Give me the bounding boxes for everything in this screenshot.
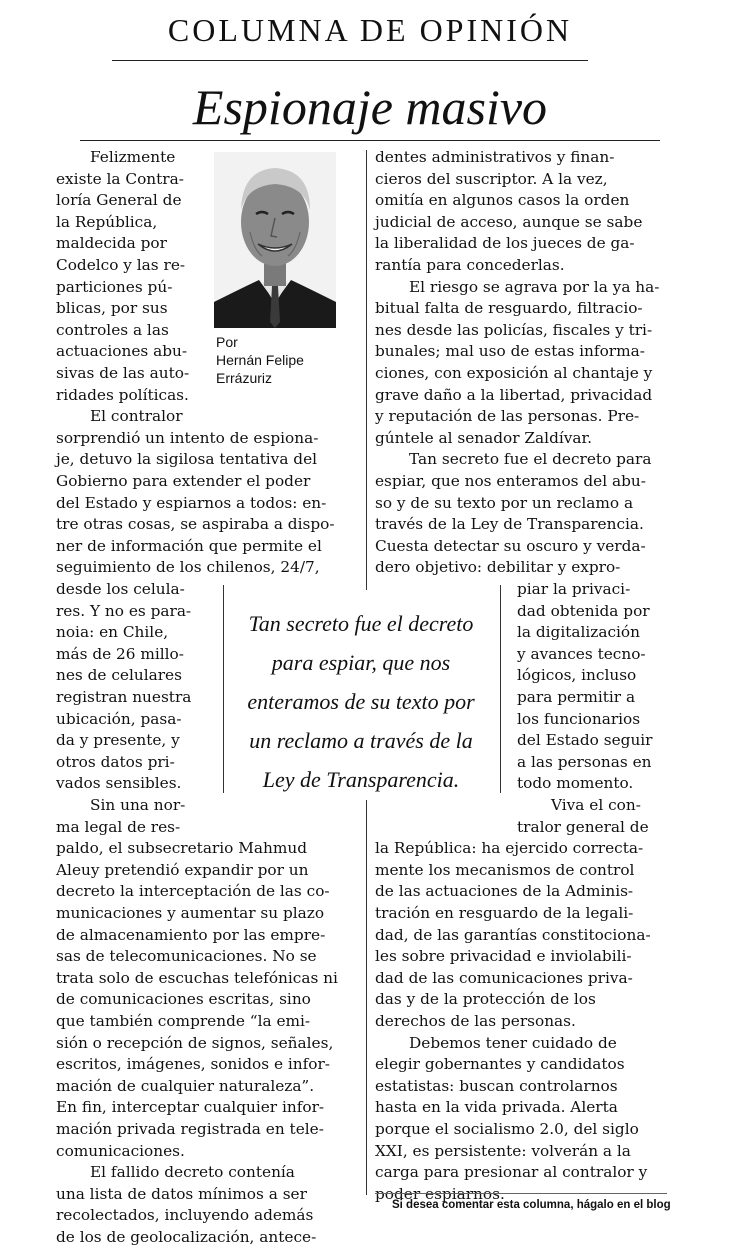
text-line: para permitir a (517, 688, 636, 706)
text-line: recolectados, incluyendo además (56, 1206, 314, 1225)
text-line: existe la Contra- (56, 169, 184, 188)
headline: Espionaje masivo (192, 79, 548, 135)
pull-quote-line: para espiar, que nos (271, 650, 451, 675)
text-line: Debemos tener cuidado de (409, 1033, 617, 1052)
text-line: ridades políticas. (56, 385, 189, 404)
text-line: porque el socialismo 2.0, del siglo (375, 1120, 639, 1138)
text-line: sivas de las auto- (56, 364, 190, 382)
text-line: omitía en algunos casos la orden (375, 191, 630, 210)
text-line: del Estado seguir (517, 731, 653, 750)
text-line: carga para presionar al contralor y (375, 1163, 648, 1182)
text-line: actuaciones abu- (56, 342, 188, 361)
column-divider-top (366, 150, 367, 590)
text-line: gúntele al senador Zaldívar. (375, 428, 593, 447)
text-line: de los de geolocalización, antece- (56, 1228, 317, 1246)
text-line: seguimiento de los chilenos, 24/7, (56, 558, 320, 577)
text-line: sorprendió un intento de espiona- (56, 428, 319, 447)
text-line: estatistas: buscan controlarnos (375, 1076, 618, 1095)
text-line: tralor general de (517, 817, 649, 836)
text-line: so y de su texto por un reclamo a (375, 493, 634, 512)
pull-quote-line: Ley de Transparencia. (262, 767, 460, 792)
text-line: de almacenamiento por las empre- (56, 925, 326, 944)
text-line: ner de información que permite el (56, 536, 322, 555)
text-line: Viva el con- (551, 796, 641, 814)
text-line: lógicos, incluso (517, 666, 637, 685)
text-line: municaciones y aumentar su plazo (56, 904, 325, 922)
text-line: otros datos pri- (56, 752, 175, 771)
text-line: vados sensibles. (56, 774, 182, 793)
text-line: ma legal de res- (56, 817, 181, 836)
text-line: bunales; mal uso de estas informa- (375, 342, 645, 361)
text-line: res. Y no es para- (56, 601, 192, 620)
text-line: judicial de acceso, aunque se sabe (375, 212, 643, 231)
text-line: grave daño a la libertad, privacidad (375, 385, 653, 404)
text-line: de las actuaciones de la Adminis- (375, 882, 634, 901)
footer-note: Si desea comentar esta columna, hágalo en el blog (392, 1199, 671, 1211)
text-line: poder espiarnos. (375, 1184, 505, 1203)
text-line: dad obtenida por (517, 601, 650, 620)
text-line: derechos de las personas. (375, 1012, 576, 1030)
text-line: En fin, interceptar cualquier infor- (56, 1098, 325, 1117)
text-line: dad, de las garantías constitociona- (375, 925, 651, 944)
text-line: la República: ha ejercido correcta- (375, 839, 644, 858)
text-line: sión o recepción de signos, señales, (56, 1033, 334, 1052)
text-line: que también comprende “la emi- (56, 1012, 311, 1030)
text-line: El contralor (90, 407, 183, 426)
text-line: trata solo de escuchas telefónicas ni (56, 968, 338, 987)
text-line: y reputación de las personas. Pre- (375, 407, 640, 426)
text-line: comunicaciones. (56, 1141, 185, 1160)
text-line: la digitalización (517, 623, 640, 642)
byline-line: Por (216, 334, 238, 350)
author-photo (214, 152, 336, 328)
text-line: del Estado y espiarnos a todos: en- (56, 493, 327, 512)
text-line: elegir gobernantes y candidatos (375, 1055, 625, 1074)
text-line: das y de la protección de los (375, 990, 596, 1009)
text-line: tre otras cosas, se aspiraba a dispo- (56, 515, 335, 534)
text-line: nes desde las policías, fiscales y tri- (375, 320, 653, 339)
pull-quote (236, 604, 486, 799)
column-divider-bottom (366, 800, 367, 1195)
text-line: loría General de (56, 191, 182, 210)
text-line: Felizmente (90, 148, 176, 166)
section-title: COLUMNA DE OPINIÓN (167, 12, 573, 48)
byline (216, 333, 304, 387)
text-line: y avances tecno- (517, 644, 646, 663)
text-line: Cuesta detectar su oscuro y verda- (375, 536, 646, 555)
text-line: dero objetivo: debilitar y expro- (375, 558, 621, 577)
text-line: ubicación, pasa- (56, 709, 182, 728)
pull-quote-line: un reclamo a través de la (249, 728, 473, 753)
footer-divider (375, 1193, 667, 1194)
text-line: Aleuy pretendió expandir por un (56, 860, 309, 879)
text-line: mación privada registrada en tele- (56, 1120, 324, 1138)
text-line: Codelco y las re- (56, 256, 186, 274)
text-line: mente los mecanismos de control (375, 860, 635, 879)
text-line: sas de telecomunicaciones. No se (56, 947, 317, 966)
text-line: El riesgo se agrava por la ya ha- (409, 277, 660, 296)
text-line: espiar, que nos enteramos del abu- (375, 472, 646, 490)
text-line: Sin una nor- (90, 796, 186, 814)
text-line: les sobre privacidad e inviolabili- (375, 947, 632, 966)
text-line: piar la privaci- (517, 580, 631, 598)
text-line: desde los celula- (56, 580, 185, 598)
text-line: Tan secreto fue el decreto para (409, 450, 652, 469)
text-line: registran nuestra (56, 688, 192, 706)
text-line: rantía para concederlas. (375, 256, 565, 274)
text-line: nes de celulares (56, 666, 182, 685)
text-line: blicas, por sus (56, 299, 168, 318)
byline-line: Hernán Felipe (216, 352, 304, 368)
text-line: hasta en la vida privada. Alerta (375, 1098, 618, 1117)
text-line: ciones, con exposición al chantaje y (375, 364, 653, 382)
text-line: particiones pú- (56, 277, 173, 296)
text-line: XXI, es persistente: volverán a la (375, 1141, 631, 1160)
text-line: todo momento. (517, 774, 634, 793)
text-line: mación de cualquier naturaleza”. (56, 1076, 315, 1095)
text-line: noia: en Chile, (56, 623, 169, 642)
text-line: la República, (56, 212, 158, 231)
pull-quote-rule-left (223, 585, 224, 793)
text-line: El fallido decreto contenía (90, 1163, 295, 1182)
text-line: tración en resguardo de la legali- (375, 904, 634, 922)
text-line: je, detuvo la sigilosa tentativa del (56, 450, 318, 469)
section-divider (112, 60, 588, 61)
text-line: paldo, el subsecretario Mahmud (56, 839, 307, 858)
headline-divider (80, 140, 660, 141)
text-line: decreto la interceptación de las co- (56, 882, 330, 901)
text-line: cieros del suscriptor. A la vez, (375, 169, 608, 188)
text-line: Gobierno para extender el poder (56, 472, 311, 490)
text-line: a las personas en (517, 752, 652, 771)
text-line: escritos, imágenes, sonidos e infor- (56, 1055, 330, 1074)
text-line: maldecida por (56, 234, 167, 253)
text-line: los funcionarios (517, 709, 641, 728)
pull-quote-line: Tan secreto fue el decreto (248, 611, 474, 636)
text-line: controles a las (56, 320, 169, 339)
text-line: dad de las comunicaciones priva- (375, 968, 633, 987)
text-line: da y presente, y (56, 731, 180, 750)
text-line: través de la Ley de Transparencia. (375, 515, 644, 534)
text-line: bitual falta de resguardo, filtracio- (375, 299, 643, 318)
text-line: de comunicaciones escritas, sino (56, 990, 311, 1009)
pull-quote-line: enteramos de su texto por (247, 689, 475, 714)
text-line: más de 26 millo- (56, 644, 184, 663)
text-line: dentes administrativos y finan- (375, 148, 615, 166)
byline-line: Errázuriz (216, 370, 273, 386)
pull-quote-rule-right (500, 585, 501, 793)
text-line: la liberalidad de los jueces de ga- (375, 234, 635, 253)
text-line: una lista de datos mínimos a ser (56, 1184, 307, 1203)
